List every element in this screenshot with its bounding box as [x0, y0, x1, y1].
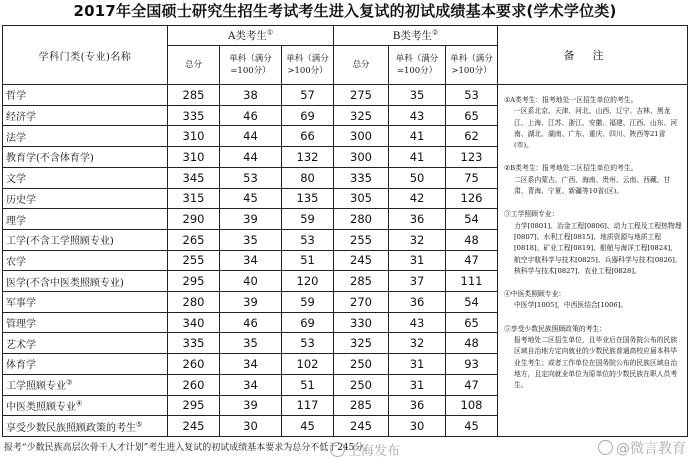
- a-single100-cell: 46: [220, 312, 282, 333]
- b-singleover-cell: 47: [446, 374, 498, 395]
- b-singleover-cell: 123: [446, 147, 498, 168]
- remark-paragraph: ⑤享受少数民族照顾政策的考生：: [504, 324, 606, 333]
- b-total-header: 总分: [334, 46, 389, 85]
- b-total-cell: 300: [334, 126, 389, 147]
- subject-cell: 历史学: [3, 188, 168, 209]
- a-singleover-header: 单科（满分 >100分）: [282, 46, 334, 85]
- a-single100-cell: 34: [220, 250, 282, 271]
- weibo-icon: [330, 442, 345, 457]
- a-singleover-cell: 57: [282, 85, 334, 106]
- remark-paragraph: ④中医类照顾专业：: [504, 290, 566, 299]
- b-singleover-cell: 65: [446, 312, 498, 333]
- b-total-cell: 245: [334, 416, 389, 437]
- a-single100-cell: 53: [220, 167, 282, 188]
- b-single100-header: 单科（满分 =100分）: [389, 46, 446, 85]
- a-singleover-cell: 59: [282, 209, 334, 230]
- a-singleover-cell: 51: [282, 250, 334, 271]
- table-row: [3, 85, 688, 106]
- b-single100-cell: 50: [389, 167, 446, 188]
- a-singleover-cell: 117: [282, 395, 334, 416]
- b-singleover-cell: 75: [446, 167, 498, 188]
- b-singleover-cell: 62: [446, 126, 498, 147]
- b-single100-cell: 31: [389, 354, 446, 375]
- a-single100-cell: 39: [220, 209, 282, 230]
- a-singleover-cell: 66: [282, 126, 334, 147]
- a-singleover-cell: 51: [282, 374, 334, 395]
- b-singleover-cell: 54: [446, 209, 498, 230]
- remark-paragraph: 一区系北京、天津、河北、山西、辽宁、吉林、黑龙江、上海、江苏、浙江、安徽、福建、江西、山东、河南、湖北、湖南、广东、重庆、四川、陕西等21省(市)。: [514, 107, 678, 150]
- subject-cell: 文学: [3, 167, 168, 188]
- subject-cell: 军事学: [3, 292, 168, 313]
- a-singleover-cell: 69: [282, 312, 334, 333]
- b-single100-cell: 43: [389, 312, 446, 333]
- watermark-shanghai: 上海发布: [330, 440, 400, 459]
- a-singleover-cell: 102: [282, 354, 334, 375]
- a-single100-cell: 46: [220, 105, 282, 126]
- footnote: 报考“少数民族高层次骨干人才计划”考生进入复试的初试成绩基本要求为总分不低于245分。: [4, 443, 373, 453]
- b-singleover-cell: 48: [446, 229, 498, 250]
- remark-paragraph: 中医学[1005]，中西医结合[1006]。: [514, 301, 628, 310]
- subject-cell: 法学: [3, 126, 168, 147]
- remark-paragraph: 二区系内蒙古、广西、海南、贵州、云南、西藏、甘肃、青海、宁夏、新疆等10省(区)。: [514, 175, 671, 196]
- a-total-cell: 260: [168, 354, 220, 375]
- b-total-cell: 335: [334, 167, 389, 188]
- b-total-cell: 255: [334, 229, 389, 250]
- a-total-cell: 335: [168, 105, 220, 126]
- a-total-cell: 310: [168, 126, 220, 147]
- a-total-cell: 340: [168, 312, 220, 333]
- b-singleover-header: 单科（满分 >100分）: [446, 46, 498, 85]
- b-singleover-cell: 47: [446, 250, 498, 271]
- subject-cell: 艺术学: [3, 333, 168, 354]
- b-single100-cell: 37: [389, 271, 446, 292]
- a-total-cell: 285: [168, 85, 220, 106]
- subject-header: 学科门类(专业)名称: [3, 26, 168, 85]
- remark-paragraph: 报考地处二区招生单位，且毕业后在国务院公布的民族区域自治地方定向就业的少数民族普通高校应届本科毕业生考生；或者工作单位在国务院公布的民族区域自治地方，且定向就业单位为原单位的少数民族在职人员考生。: [514, 336, 678, 390]
- b-total-cell: 280: [334, 209, 389, 230]
- b-total-cell: 285: [334, 271, 389, 292]
- subject-cell: 中医类照顾专业④: [3, 395, 168, 416]
- b-single100-cell: 41: [389, 147, 446, 168]
- a-single100-cell: 34: [220, 374, 282, 395]
- a-singleover-cell: 53: [282, 229, 334, 250]
- watermark-weiyan: @微言教育: [598, 438, 686, 458]
- a-singleover-cell: 132: [282, 147, 334, 168]
- a-singleover-cell: 59: [282, 292, 334, 313]
- b-singleover-cell: 93: [446, 354, 498, 375]
- a-total-header: 总分: [168, 46, 220, 85]
- b-singleover-cell: 54: [446, 292, 498, 313]
- a-total-cell: 245: [168, 416, 220, 437]
- b-total-cell: 245: [334, 250, 389, 271]
- b-total-cell: 250: [334, 374, 389, 395]
- b-total-cell: 285: [334, 395, 389, 416]
- b-single100-cell: 43: [389, 105, 446, 126]
- b-single100-cell: 30: [389, 416, 446, 437]
- a-single100-cell: 39: [220, 292, 282, 313]
- b-single100-cell: 36: [389, 292, 446, 313]
- a-single100-cell: 39: [220, 395, 282, 416]
- b-total-cell: 300: [334, 147, 389, 168]
- a-single100-cell: 38: [220, 85, 282, 106]
- b-total-cell: 330: [334, 312, 389, 333]
- b-singleover-cell: 111: [446, 271, 498, 292]
- a-single100-cell: 35: [220, 229, 282, 250]
- weibo-icon: [598, 440, 613, 455]
- remarks-header: 备注: [498, 26, 688, 85]
- a-total-cell: 290: [168, 209, 220, 230]
- a-single100-cell: 44: [220, 147, 282, 168]
- a-total-cell: 295: [168, 395, 220, 416]
- subject-cell: 工学(不含工学照顾专业): [3, 229, 168, 250]
- a-singleover-cell: 53: [282, 333, 334, 354]
- a-total-cell: 345: [168, 167, 220, 188]
- score-table: [2, 25, 688, 437]
- b-total-cell: 270: [334, 292, 389, 313]
- a-single100-header: 单科（满分 =100分）: [220, 46, 282, 85]
- a-singleover-cell: 69: [282, 105, 334, 126]
- subject-cell: 管理学: [3, 312, 168, 333]
- group-b-header: B类考生②: [334, 26, 498, 46]
- b-single100-cell: 42: [389, 188, 446, 209]
- subject-cell: 农学: [3, 250, 168, 271]
- a-singleover-cell: 135: [282, 188, 334, 209]
- b-total-cell: 275: [334, 85, 389, 106]
- b-singleover-cell: 48: [446, 333, 498, 354]
- b-single100-cell: 41: [389, 126, 446, 147]
- b-single100-cell: 36: [389, 209, 446, 230]
- b-singleover-cell: 65: [446, 105, 498, 126]
- subject-cell: 医学(不含中医类照顾专业): [3, 271, 168, 292]
- b-single100-cell: 35: [389, 85, 446, 106]
- subject-cell: 教育学(不含体育学): [3, 147, 168, 168]
- a-total-cell: 280: [168, 292, 220, 313]
- b-single100-cell: 31: [389, 250, 446, 271]
- a-singleover-cell: 120: [282, 271, 334, 292]
- b-singleover-cell: 53: [446, 85, 498, 106]
- b-singleover-cell: 126: [446, 188, 498, 209]
- b-total-cell: 305: [334, 188, 389, 209]
- subject-cell: 体育学: [3, 354, 168, 375]
- b-single100-cell: 32: [389, 229, 446, 250]
- a-total-cell: 265: [168, 229, 220, 250]
- remark-paragraph: ②B类考生：报考地处二区招生单位的考生。: [504, 164, 638, 173]
- a-total-cell: 315: [168, 188, 220, 209]
- b-single100-cell: 32: [389, 333, 446, 354]
- a-single100-cell: 40: [220, 271, 282, 292]
- remark-paragraph: ①A类考生：报考地处一区招生单位的考生。: [504, 96, 638, 104]
- a-total-cell: 335: [168, 333, 220, 354]
- a-total-cell: 310: [168, 147, 220, 168]
- b-single100-cell: 36: [389, 395, 446, 416]
- a-single100-cell: 35: [220, 333, 282, 354]
- subject-cell: 理学: [3, 209, 168, 230]
- remark-paragraph: 力学[0801]、冶金工程[0806]、动力工程及工程热物理[0807]、水利工程[0815]、地质资源与地质工程[0818]、矿业工程[0819]、船舶与海洋工程[0824]、航空宇航科学与技术[0825]、兵器科学与技术[0826]、核科学与技术[0827]、农业工程[0828]。: [514, 221, 682, 275]
- a-total-cell: 260: [168, 374, 220, 395]
- subject-cell: 哲学: [3, 85, 168, 106]
- a-single100-cell: 34: [220, 354, 282, 375]
- remarks-cell: [498, 85, 688, 437]
- a-single100-cell: 30: [220, 416, 282, 437]
- b-total-cell: 325: [334, 333, 389, 354]
- b-singleover-cell: 45: [446, 416, 498, 437]
- b-total-cell: 325: [334, 105, 389, 126]
- a-singleover-cell: 80: [282, 167, 334, 188]
- a-single100-cell: 45: [220, 188, 282, 209]
- b-singleover-cell: 108: [446, 395, 498, 416]
- subject-cell: 经济学: [3, 105, 168, 126]
- subject-cell: 享受少数民族照顾政策的考生⑤: [3, 416, 168, 437]
- remark-paragraph: ③工学照顾专业：: [504, 210, 559, 219]
- a-total-cell: 255: [168, 250, 220, 271]
- b-single100-cell: 31: [389, 374, 446, 395]
- b-total-cell: 250: [334, 354, 389, 375]
- subject-cell: 工学照顾专业③: [3, 374, 168, 395]
- a-total-cell: 295: [168, 271, 220, 292]
- group-a-header: A类考生①: [168, 26, 334, 46]
- page-title: 2017年全国硕士研究生招生考试考生进入复试的初试成绩基本要求(学术学位类): [73, 2, 617, 20]
- a-single100-cell: 44: [220, 126, 282, 147]
- a-singleover-cell: 45: [282, 416, 334, 437]
